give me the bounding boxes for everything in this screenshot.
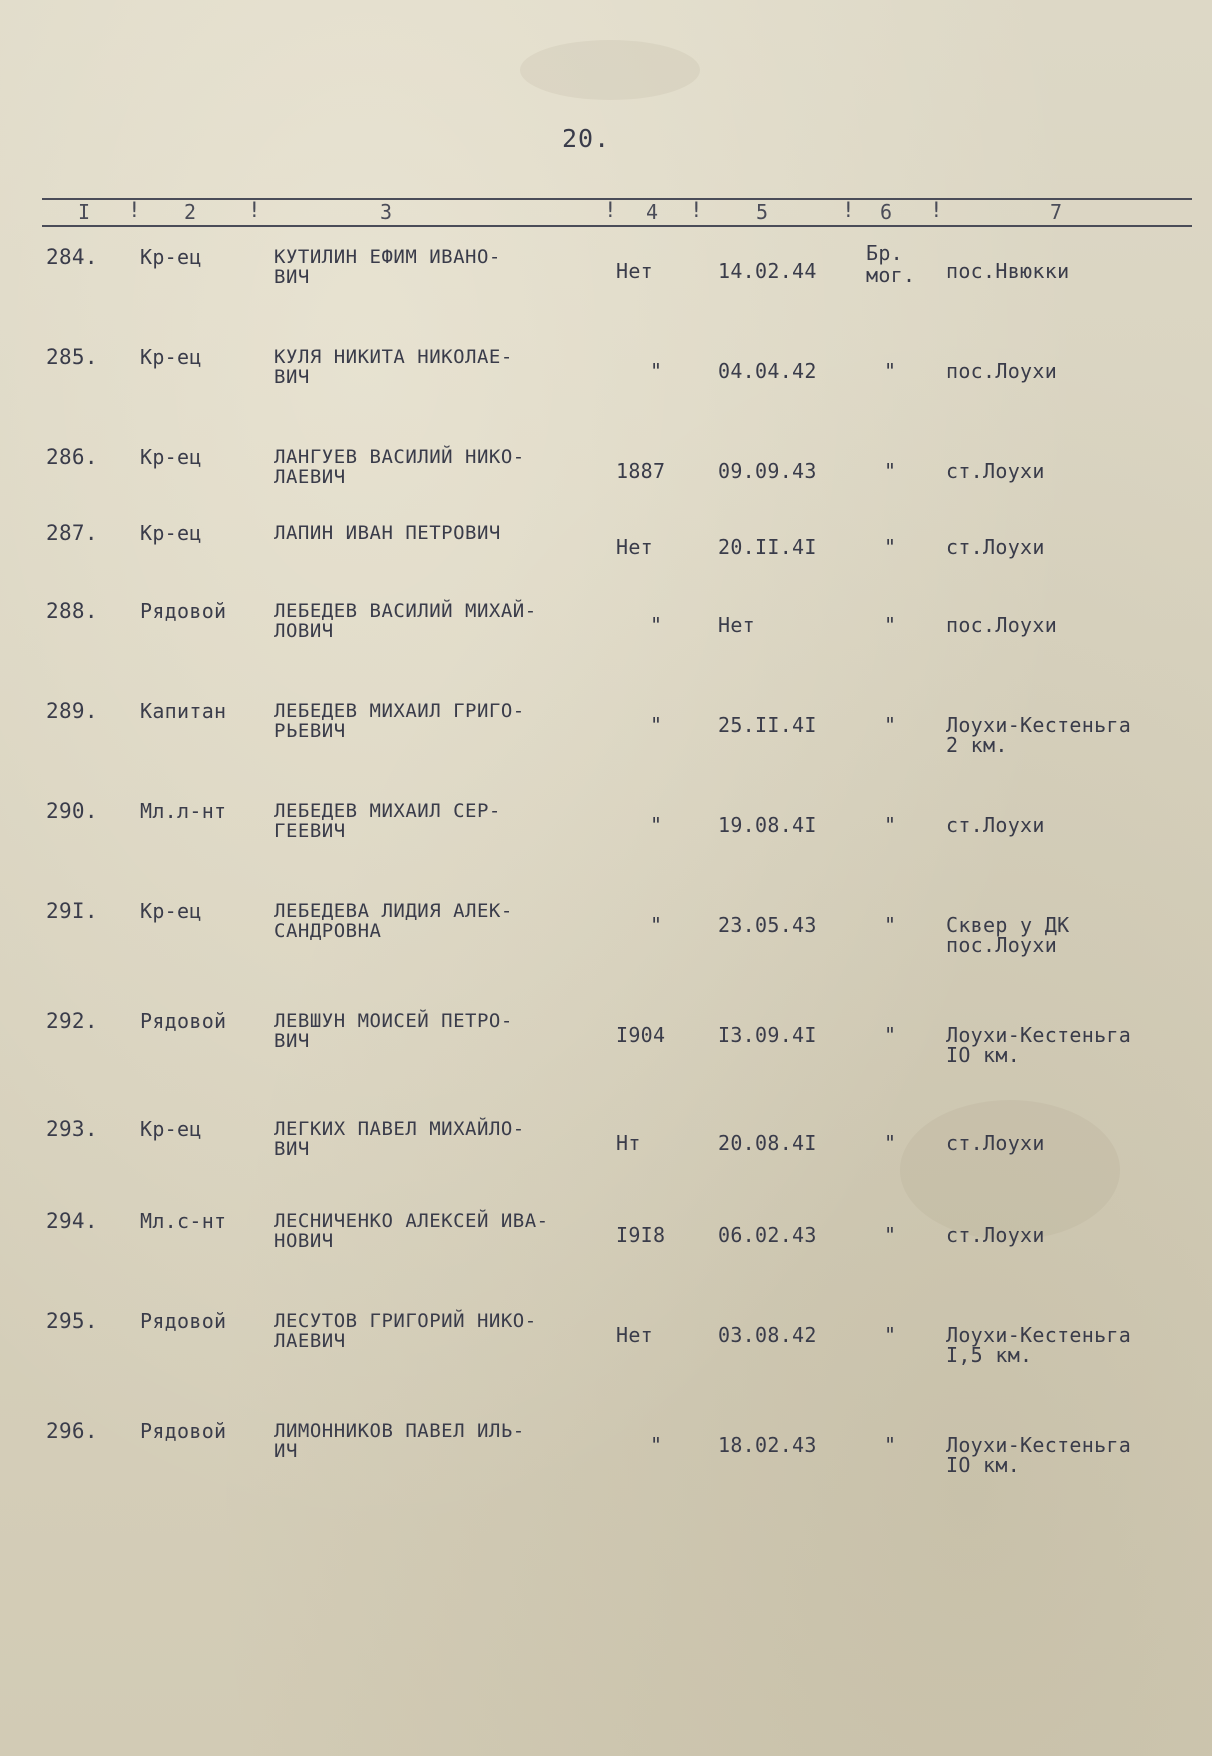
header-col-4: 4: [646, 200, 659, 224]
full-name-line1: КУЛЯ НИКИТА НИКОЛАЕ-: [274, 346, 513, 368]
death-date: Нет: [718, 613, 756, 637]
grave-type-line2: мог.: [866, 263, 916, 287]
death-date: 19.08.4I: [718, 813, 817, 837]
grave-type-line1: ": [884, 713, 897, 737]
birth-year: I904: [616, 1023, 666, 1047]
row-number: 287.: [46, 521, 98, 545]
death-date: 18.02.43: [718, 1433, 817, 1457]
full-name-line1: ЛЕСНИЧЕНКО АЛЕКСЕЙ ИВА-: [274, 1210, 549, 1232]
burial-place-line1: Сквер у ДК: [946, 913, 1070, 937]
birth-year: ": [650, 359, 663, 383]
birth-year: ": [650, 713, 663, 737]
full-name-line2: ЛАЕВИЧ: [274, 466, 346, 488]
full-name-line2: ЛОВИЧ: [274, 620, 334, 642]
birth-year: Нт: [616, 1131, 641, 1155]
header-separator: !: [690, 198, 703, 222]
grave-type-line1: ": [884, 1023, 897, 1047]
rank: Кр-ец: [140, 345, 202, 369]
grave-type-line1: ": [884, 813, 897, 837]
full-name-line1: ЛЕБЕДЕВА ЛИДИЯ АЛЕК-: [274, 900, 513, 922]
grave-type-line1: ": [884, 359, 897, 383]
row-number: 292.: [46, 1009, 98, 1033]
rank: Кр-ец: [140, 445, 202, 469]
death-date: 06.02.43: [718, 1223, 817, 1247]
header-col-6: 6: [880, 200, 893, 224]
full-name-line1: ЛАНГУЕВ ВАСИЛИЙ НИКО-: [274, 446, 525, 468]
burial-place-line1: ст.Лоухи: [946, 535, 1045, 559]
birth-year: Нет: [616, 535, 654, 559]
grave-type-line1: ": [884, 1131, 897, 1155]
header-col-7: 7: [1050, 200, 1063, 224]
rank: Рядовой: [140, 599, 227, 623]
row-number: 29I.: [46, 899, 98, 923]
death-date: 25.II.4I: [718, 713, 817, 737]
full-name-line1: ЛЕГКИХ ПАВЕЛ МИХАЙЛО-: [274, 1118, 525, 1140]
burial-place-line2: 2 км.: [946, 733, 1008, 757]
death-date: 23.05.43: [718, 913, 817, 937]
row-number: 295.: [46, 1309, 98, 1333]
header-col-2: 2: [184, 200, 197, 224]
burial-place-line1: Лоухи-Кестеньга: [946, 1023, 1132, 1047]
header-separator: !: [128, 198, 141, 222]
death-date: 03.08.42: [718, 1323, 817, 1347]
grave-type-line1: ": [884, 535, 897, 559]
full-name-line1: ЛЕСУТОВ ГРИГОРИЙ НИКО-: [274, 1310, 537, 1332]
full-name-line1: ЛЕВШУН МОИСЕЙ ПЕТРО-: [274, 1010, 513, 1032]
rank: Кр-ец: [140, 1117, 202, 1141]
death-date: 14.02.44: [718, 259, 817, 283]
full-name-line1: КУТИЛИН ЕФИМ ИВАНО-: [274, 246, 501, 268]
full-name-line1: ЛЕБЕДЕВ МИХАИЛ ГРИГО-: [274, 700, 525, 722]
header-separator: !: [248, 198, 261, 222]
burial-place-line1: Лоухи-Кестеньга: [946, 1323, 1132, 1347]
paper-stain: [520, 40, 700, 100]
page-number: 20.: [562, 124, 611, 153]
row-number: 284.: [46, 245, 98, 269]
full-name-line2: ВИЧ: [274, 366, 310, 388]
birth-year: ": [650, 613, 663, 637]
full-name-line2: ЛАЕВИЧ: [274, 1330, 346, 1352]
header-rule-bottom: [42, 225, 1192, 227]
birth-year: Нет: [616, 1323, 654, 1347]
burial-place-line1: пос.Лоухи: [946, 359, 1058, 383]
row-number: 294.: [46, 1209, 98, 1233]
grave-type-line1: ": [884, 613, 897, 637]
full-name-line2: ГЕЕВИЧ: [274, 820, 346, 842]
rank: Мл.с-нт: [140, 1209, 227, 1233]
full-name-line2: НОВИЧ: [274, 1230, 334, 1252]
birth-year: ": [650, 913, 663, 937]
birth-year: ": [650, 813, 663, 837]
row-number: 286.: [46, 445, 98, 469]
full-name-line2: САНДРОВНА: [274, 920, 382, 942]
full-name-line2: ВИЧ: [274, 1138, 310, 1160]
rank: Рядовой: [140, 1419, 227, 1443]
burial-place-line1: Лоухи-Кестеньга: [946, 1433, 1132, 1457]
rank: Кр-ец: [140, 245, 202, 269]
full-name-line2: РЬЕВИЧ: [274, 720, 346, 742]
full-name-line2: ВИЧ: [274, 266, 310, 288]
burial-place-line1: ст.Лоухи: [946, 1131, 1045, 1155]
birth-year: Нет: [616, 259, 654, 283]
death-date: 20.II.4I: [718, 535, 817, 559]
birth-year: I9I8: [616, 1223, 666, 1247]
row-number: 296.: [46, 1419, 98, 1443]
burial-place-line2: IO км.: [946, 1043, 1021, 1067]
burial-place-line1: ст.Лоухи: [946, 459, 1045, 483]
full-name-line2: ВИЧ: [274, 1030, 310, 1052]
full-name-line1: ЛЕБЕДЕВ ВАСИЛИЙ МИХАЙ-: [274, 600, 537, 622]
death-date: 04.04.42: [718, 359, 817, 383]
row-number: 289.: [46, 699, 98, 723]
row-number: 293.: [46, 1117, 98, 1141]
burial-place-line2: пос.Лоухи: [946, 933, 1058, 957]
rank: Капитан: [140, 699, 227, 723]
row-number: 288.: [46, 599, 98, 623]
burial-place-line2: I,5 км.: [946, 1343, 1033, 1367]
header-separator: !: [930, 198, 943, 222]
grave-type-line1: ": [884, 1223, 897, 1247]
grave-type-line1: ": [884, 459, 897, 483]
burial-place-line1: Лоухи-Кестеньга: [946, 713, 1132, 737]
full-name-line1: ЛИМОННИКОВ ПАВЕЛ ИЛЬ-: [274, 1420, 525, 1442]
full-name-line1: ЛЕБЕДЕВ МИХАИЛ СЕР-: [274, 800, 501, 822]
header-col-3: 3: [380, 200, 393, 224]
header-rule-top: [42, 198, 1192, 200]
rank: Кр-ец: [140, 521, 202, 545]
rank: Рядовой: [140, 1009, 227, 1033]
full-name-line1: ЛАПИН ИВАН ПЕТРОВИЧ: [274, 522, 501, 544]
grave-type-line1: ": [884, 913, 897, 937]
paper-stain: [900, 1100, 1120, 1240]
burial-place-line1: ст.Лоухи: [946, 813, 1045, 837]
header-col-5: 5: [756, 200, 769, 224]
rank: Рядовой: [140, 1309, 227, 1333]
death-date: I3.09.4I: [718, 1023, 817, 1047]
rank: Мл.л-нт: [140, 799, 227, 823]
grave-type-line1: ": [884, 1433, 897, 1457]
grave-type-line1: ": [884, 1323, 897, 1347]
row-number: 285.: [46, 345, 98, 369]
header-separator: !: [842, 198, 855, 222]
header-separator: !: [604, 198, 617, 222]
burial-place-line1: пос.Лоухи: [946, 613, 1058, 637]
row-number: 290.: [46, 799, 98, 823]
full-name-line2: ИЧ: [274, 1440, 298, 1462]
burial-place-line2: IO км.: [946, 1453, 1021, 1477]
burial-place-line1: ст.Лоухи: [946, 1223, 1045, 1247]
header-col-1: I: [78, 200, 91, 224]
grave-type-line1: Бр.: [866, 241, 904, 265]
death-date: 20.08.4I: [718, 1131, 817, 1155]
death-date: 09.09.43: [718, 459, 817, 483]
burial-place-line1: пос.Нвюкки: [946, 259, 1070, 283]
rank: Кр-ец: [140, 899, 202, 923]
birth-year: ": [650, 1433, 663, 1457]
birth-year: 1887: [616, 459, 666, 483]
